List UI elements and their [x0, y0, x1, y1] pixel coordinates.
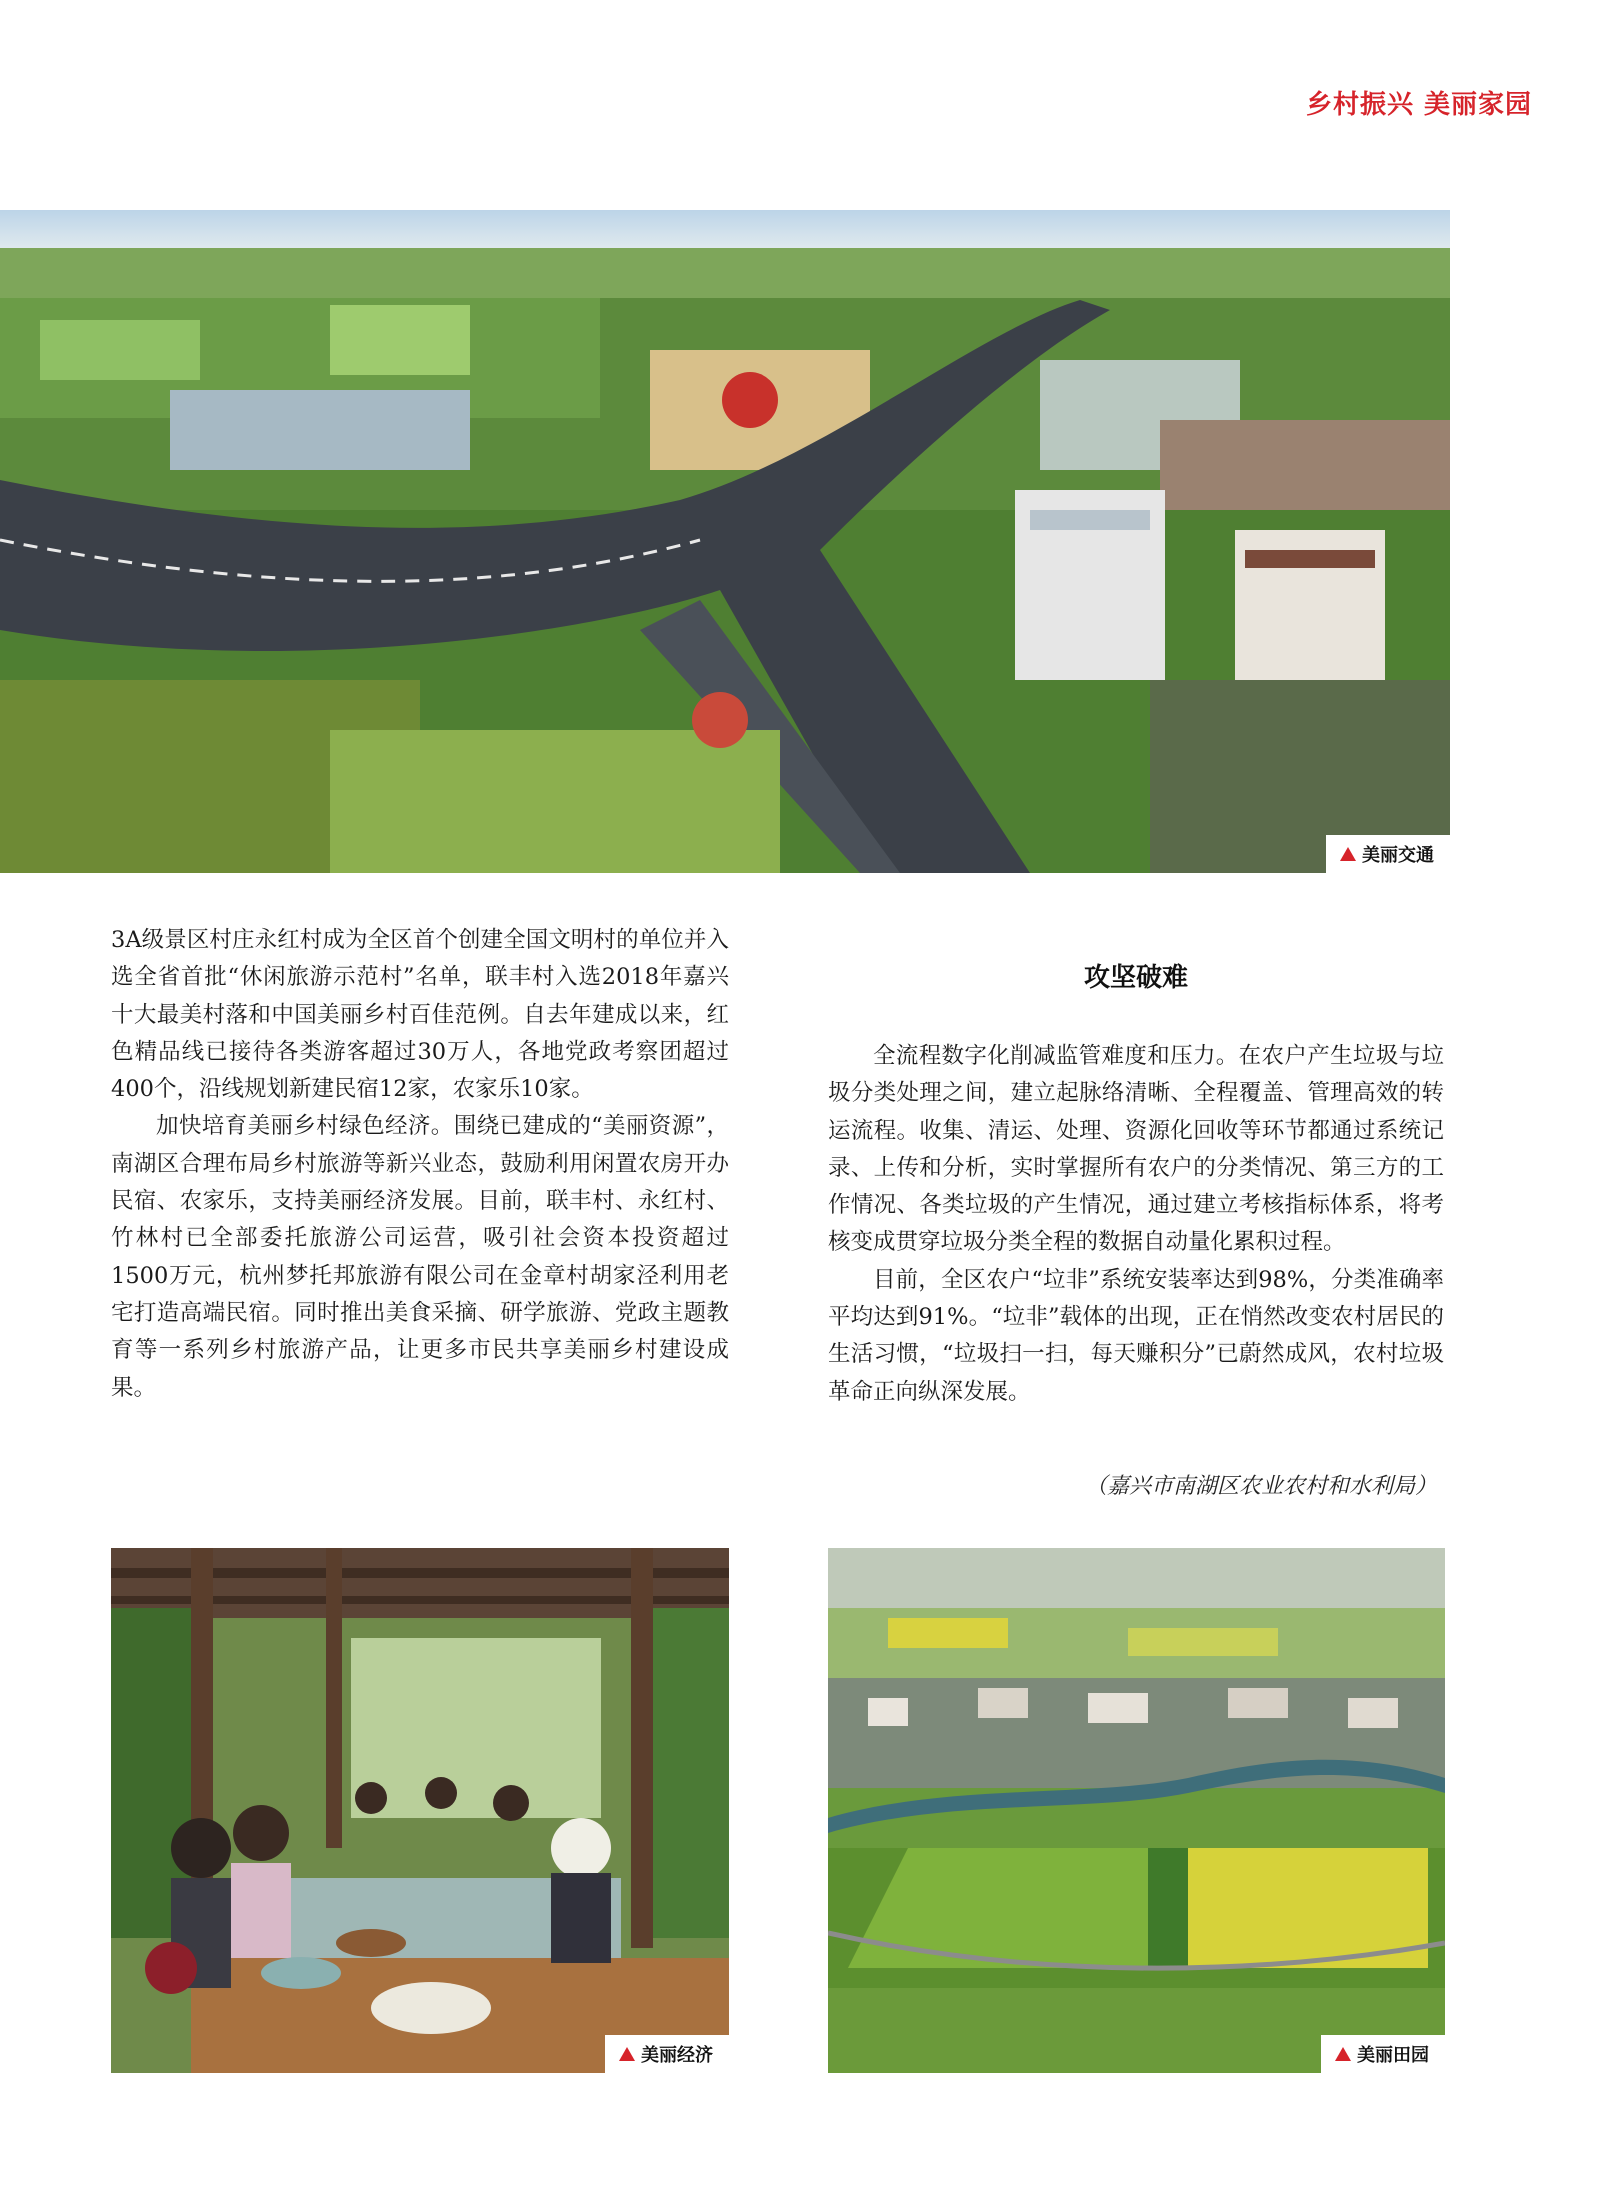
traffic-caption-label: 美丽交通	[1362, 845, 1434, 866]
economy-caption-label: 美丽经济	[641, 2045, 713, 2066]
section-header-title: 乡村振兴 美丽家园	[1305, 90, 1532, 120]
economy-photo	[111, 1548, 729, 2073]
caption-triangle-icon	[1335, 2047, 1351, 2061]
aerial-road-scene	[0, 210, 1450, 873]
traffic-photo	[0, 210, 1450, 873]
fields-photo	[828, 1548, 1445, 2073]
caption-triangle-icon	[619, 2047, 635, 2061]
pergola-gathering-scene	[111, 1548, 729, 2073]
fields-caption-label: 美丽田园	[1357, 2045, 1429, 2066]
left-paragraph-2: 加快培育美丽乡村绿色经济。围绕已建成的“美丽资源”，南湖区合理布局乡村旅游等新兴业态，鼓励利用闲置农房开办民宿、农家乐，支持美丽经济发展。目前，联丰村、永红村、竹林村已全部委托旅游公司运营，吸引社会资本投资超过1500万元，杭州梦托邦旅游有限公司在金章村胡家泾利用老宅打造高端民宿。同时推出美食采摘、研学旅游、党政主题教育等一系列乡村旅游产品，让更多市民共享美丽乡村建设成果。	[111, 1113, 729, 1401]
traffic-photo-caption	[1326, 835, 1450, 873]
right-text-column	[828, 1038, 1444, 1411]
economy-photo-caption	[605, 2035, 729, 2073]
left-paragraph-1: 3A级景区村庄永红村成为全区首个创建全国文明村的单位并入选全省首批“休闲旅游示范村”名单，联丰村入选2018年嘉兴十大最美村落和中国美丽乡村百佳范例。自去年建成以来，红色精品线已接待各类游客超过30万人，各地党政考察团超过400个，沿线规划新建民宿12家，农家乐10家。	[111, 927, 729, 1103]
section-heading: 攻坚破难	[1083, 963, 1188, 993]
right-paragraph-1: 全流程数字化削减监管难度和压力。在农户产生垃圾与垃圾分类处理之间，建立起脉络清晰、全程覆盖、管理高效的转运流程。收集、清运、处理、资源化回收等环节都通过系统记录、上传和分析，实时掌握所有农户的分类情况、第三方的工作情况、各类垃圾的产生情况，通过建立考核指标体系，将考核变成贯穿垃圾分类全程的数据自动量化累积过程。	[828, 1043, 1444, 1256]
aerial-fields-scene	[828, 1548, 1445, 2073]
fields-photo-caption	[1321, 2035, 1445, 2073]
left-text-column	[111, 922, 729, 1407]
right-paragraph-2: 目前，全区农户“垃非”系统安装率达到98%，分类准确率平均达到91%。“垃非”载体的出现，正在悄然改变农村居民的生活习惯，“垃圾扫一扫，每天赚积分”已蔚然成风，农村垃圾革命正向纵深发展。	[828, 1266, 1444, 1405]
caption-triangle-icon	[1340, 847, 1356, 861]
source-credit: （嘉兴市南湖区农业农村和水利局）	[1084, 1474, 1437, 1499]
